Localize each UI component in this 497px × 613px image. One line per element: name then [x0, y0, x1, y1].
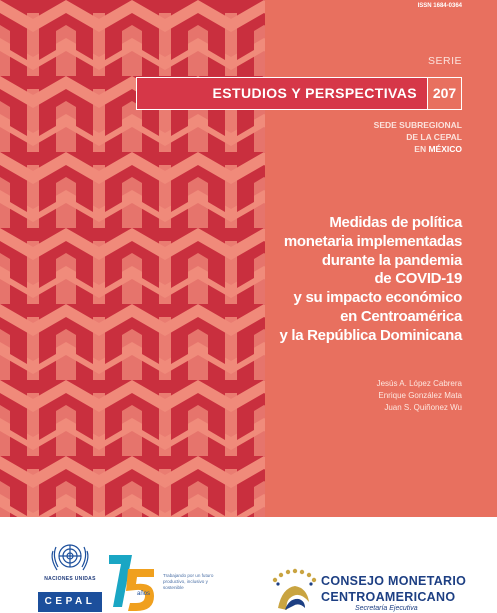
cmca-name-line-1: CONSEJO MONETARIO — [321, 574, 467, 588]
title-line: de COVID-19 — [374, 270, 462, 288]
title-line: y su impacto económico — [293, 289, 462, 307]
sede-line-2: DE LA CEPAL — [406, 132, 462, 142]
author-list — [377, 378, 462, 414]
title-line: monetaria implementadas — [283, 232, 462, 250]
author-name: Jesús A. López Cabrera — [376, 379, 462, 388]
cmca-subtitle: Secretaría Ejecutiva — [355, 605, 418, 612]
sede-subregional — [374, 119, 462, 155]
anniversary-years-label: años — [137, 591, 151, 597]
author-name: Enrique González Mata — [378, 391, 462, 400]
title-line: Medidas de política — [329, 214, 462, 231]
series-label: SERIE — [427, 55, 462, 67]
cepal-logo: CEPAL — [38, 592, 102, 612]
un-label: NACIONES UNIDAS — [44, 576, 96, 582]
title-line: y la República Dominicana — [279, 326, 462, 344]
series-number: 207 — [427, 78, 461, 109]
sede-prefix: EN — [414, 144, 427, 154]
footer-logos — [0, 517, 497, 613]
cmca-emblem-icon — [265, 566, 320, 613]
cepal-tagline: Trabajando por un futuro productivo, inclusivo y sostenible — [163, 573, 214, 590]
report-title — [222, 214, 462, 346]
series-name: ESTUDIOS Y PERSPECTIVAS — [137, 78, 427, 109]
author-name: Juan S. Quiñonez Wu — [384, 403, 462, 412]
sede-line-1: SEDE SUBREGIONAL — [373, 120, 462, 130]
title-line: en Centroamérica — [340, 307, 462, 325]
cmca-name-line-2: CENTROAMERICANO — [321, 590, 456, 604]
sede-line-3 — [374, 143, 462, 155]
un-emblem-icon — [42, 537, 98, 577]
anniversary-75-icon — [106, 551, 160, 613]
series-banner — [136, 77, 462, 110]
issn-number: ISSN 1684-0364 — [417, 3, 462, 9]
sede-country: MÉXICO — [428, 144, 462, 154]
title-line: durante la pandemia — [321, 251, 462, 269]
